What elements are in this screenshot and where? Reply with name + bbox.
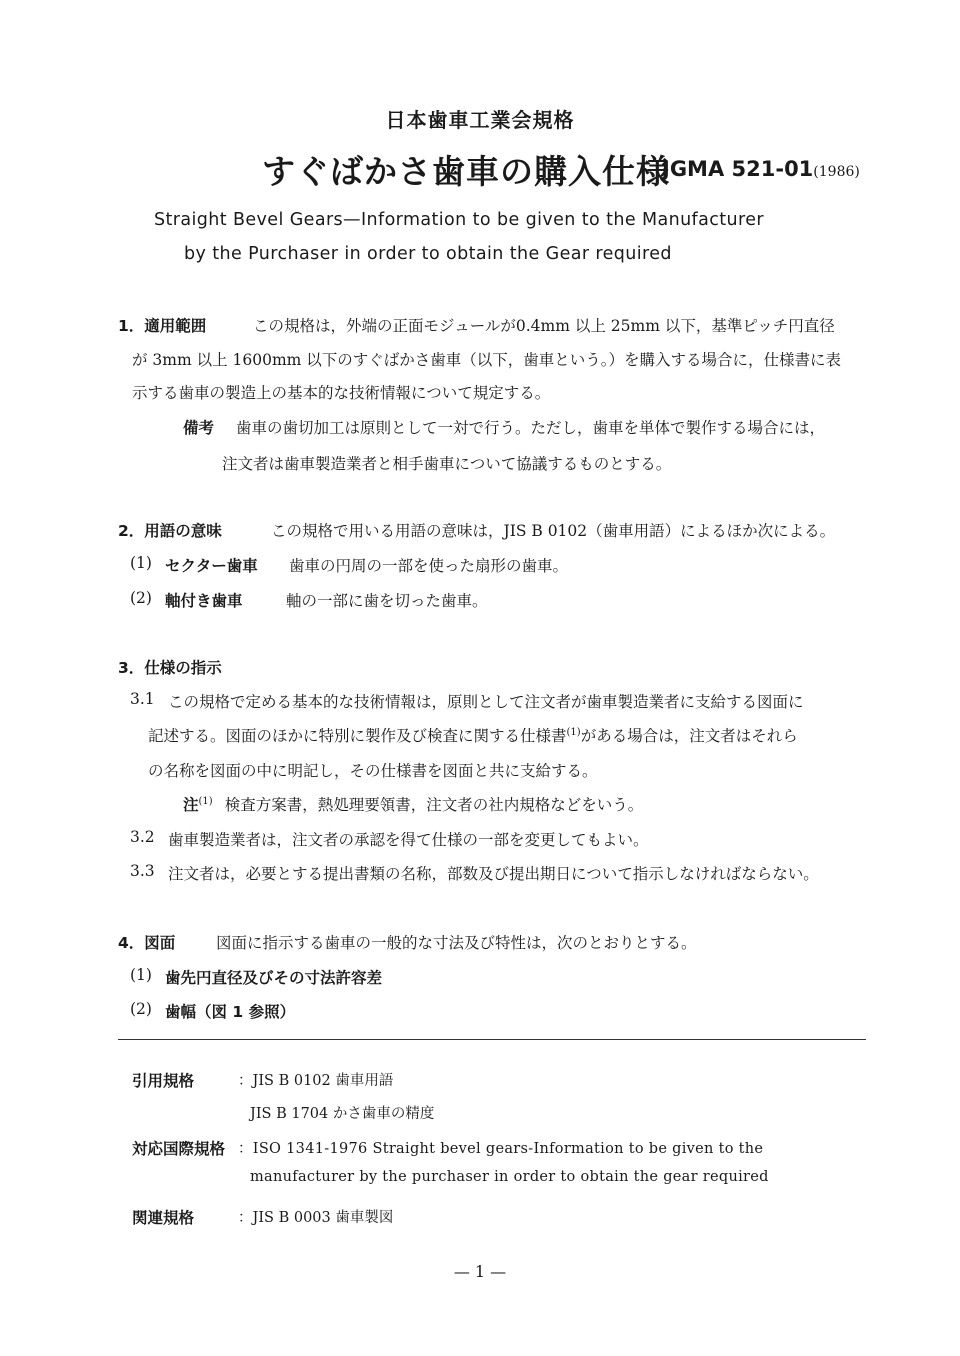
term-2-number: (2) — [130, 589, 152, 607]
section-1-note-label: 備考 — [183, 419, 215, 437]
section-1-line-3: 示する歯車の製造上の基本的な技術情報について規定する。 — [132, 384, 551, 402]
standard-code — [662, 157, 860, 181]
reference-divider — [118, 1039, 866, 1040]
term-1-definition: 歯車の円周の一部を使った扇形の歯車。 — [289, 557, 569, 575]
section-3-heading: 3．仕様の指示 — [118, 659, 222, 677]
international-standard-label: 対応国際規格 — [132, 1140, 226, 1158]
clause-3-3-text: 注文者は，必要とする提出書類の名称，部数及び提出期日について指示しなければならない。 — [168, 865, 819, 883]
section-2-heading: 2．用語の意味 — [118, 522, 222, 540]
organization-name: 日本歯車工業会規格 — [385, 108, 575, 132]
term-1-name: セクター歯車 — [165, 557, 258, 575]
section-4-text: 図面に指示する歯車の一般的な寸法及び特性は，次のとおりとする。 — [216, 934, 697, 952]
international-standard-line-2: manufacturer by the purchaser in order to obtain the gear required — [250, 1169, 769, 1185]
cited-standards-label: 引用規格 — [132, 1072, 195, 1090]
drawing-item-2-label: 歯幅（図 1 参照） — [165, 1003, 296, 1021]
section-4-heading: 4．図面 — [118, 934, 176, 952]
term-2-name: 軸付き歯車 — [165, 592, 243, 610]
international-standard-line-1: ：ISO 1341-1976 Straight bevel gears-Information to be given to the — [238, 1141, 764, 1157]
drawing-item-2-text — [165, 1000, 295, 1022]
clause-3-1-line-2-text-a: 記述する。図面のほかに特別に製作及び検査に関する仕様書 — [148, 727, 567, 745]
footnote-label: 注 — [183, 796, 199, 814]
footnote-number: (1) — [198, 795, 213, 807]
section-1-heading: 1．適用範囲 — [118, 317, 207, 335]
english-title-line-1: Straight Bevel Gears—Information to be given to the Manufacturer — [154, 210, 764, 230]
standard-year: (1986) — [813, 164, 860, 180]
section-1-note-line-2: 注文者は歯車製造業者と相手歯車について協議するものとする。 — [222, 455, 672, 473]
cited-standard-2: JIS B 1704 かさ歯車の精度 — [250, 1106, 435, 1122]
drawing-item-1-number: (1) — [130, 966, 152, 984]
drawing-item-2-number: (2) — [130, 1000, 152, 1018]
section-1-note-line-1: 歯車の歯切加工は原則として一対で行う。ただし，歯車を単体で製作する場合には， — [236, 419, 826, 437]
term-1-number: (1) — [130, 554, 152, 572]
clause-3-1-line-2-text-b: がある場合は，注文者はそれら — [580, 727, 798, 745]
drawing-item-1-text: 歯先円直径及びその寸法許容差 — [165, 969, 383, 987]
clause-3-1-line-1: この規格で定める基本的な技術情報は，原則として注文者が歯車製造業者に支給する図面に — [168, 693, 804, 711]
term-2-definition: 軸の一部に歯を切った歯車。 — [286, 592, 488, 610]
document-title: すぐばかさ歯車の購入仕様 — [262, 152, 670, 191]
section-1-line-1: この規格は，外端の正面モジュールが0.4mm 以上 25mm 以下，基準ピッチ円直径 — [253, 317, 835, 335]
clause-3-2-number: 3.2 — [130, 828, 155, 846]
footnote-text: 検査方案書，熱処理要領書，注文者の社内規格などをいう。 — [224, 796, 644, 814]
section-2-text: この規格で用いる用語の意味は，JIS B 0102（歯車用語）によるほか次による。 — [271, 522, 836, 540]
clause-3-3-number: 3.3 — [130, 862, 155, 880]
cited-standard-1: ：JIS B 0102 歯車用語 — [238, 1073, 394, 1089]
clause-3-1-line-3: の名称を図面の中に明記し，その仕様書を図面と共に支給する。 — [148, 762, 598, 780]
related-standards-label: 関連規格 — [132, 1209, 195, 1227]
footnote-ref-1: (1) — [566, 726, 581, 738]
clause-3-1-line-2 — [148, 724, 798, 746]
clause-3-2-text: 歯車製造業者は，注文者の承認を得て仕様の一部を変更してもよい。 — [168, 831, 649, 849]
related-standard-1: ：JIS B 0003 歯車製図 — [238, 1210, 394, 1226]
english-title-line-2: by the Purchaser in order to obtain the Gear required — [184, 244, 672, 264]
clause-3-1-number: 3.1 — [130, 690, 155, 708]
page-number: — 1 — — [453, 1262, 507, 1281]
footnote-1 — [183, 793, 643, 815]
section-1-line-2: が 3mm 以上 1600mm 以下のすぐばかさ歯車（以下，歯車という。）を購入する場合に，仕様書に表 — [132, 351, 842, 369]
standard-code-number: JGMA 521-01 — [662, 157, 814, 181]
